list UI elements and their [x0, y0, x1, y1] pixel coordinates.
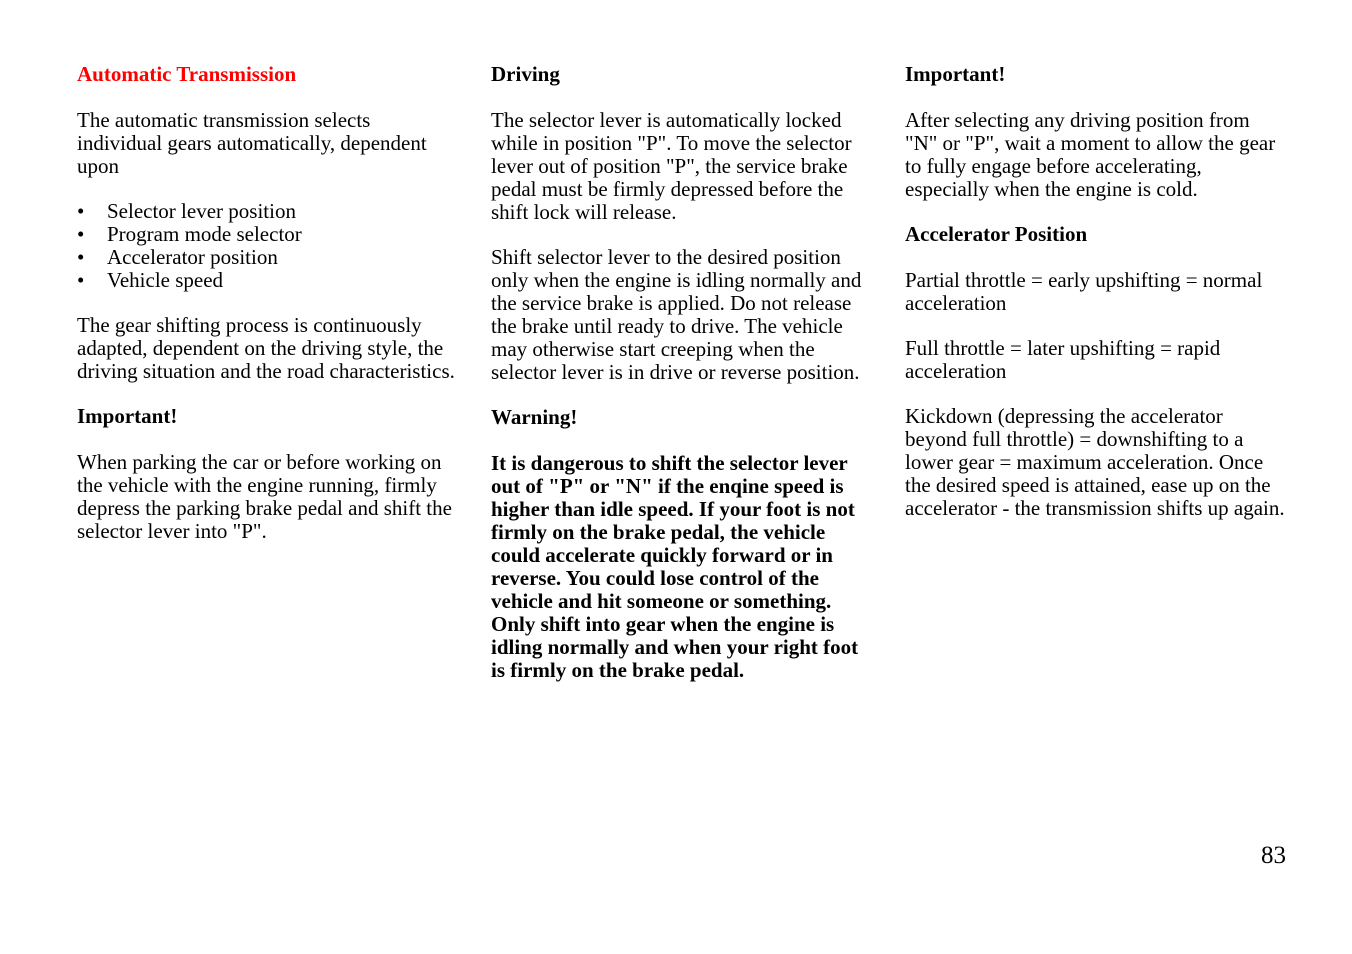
full-throttle-paragraph: Full throttle = later upshifting = rapid acceleration: [905, 336, 1221, 383]
selector-lock-paragraph: The selector lever is automatically locked while in position "P". To move the selector lever out of position "P", the service brake pedal must be firmly depressed before the shift lock will release.: [491, 108, 852, 224]
bullet-icon: •: [77, 222, 85, 246]
partial-throttle-paragraph: Partial throttle = early upshifting = normal acceleration: [905, 268, 1263, 315]
bullet-icon: •: [77, 268, 85, 292]
intro-paragraph: The automatic transmission selects individual gears automatically, dependent upon: [77, 108, 427, 178]
warning-text: It is dangerous to shift the selector lever out of "P" or "N" if the enqine speed is higher than idle speed. If your foot is not firmly on the brake pedal, the vehicle could accelerate quickly forward or in reverse. You could lose control of the vehicle and hit someone or something. Only shift into gear when the engine is idling normally and when your right foot is firmly on the brake pedal.: [491, 451, 859, 682]
section-heading-accelerator-position: Accelerator Position: [905, 222, 1088, 246]
warning-heading: Warning!: [491, 405, 578, 429]
left-column: [77, 63, 457, 565]
parking-instructions-paragraph: When parking the car or before working on the vehicle with the engine running, firmly depress the parking brake pedal and shift the selector lever into "P".: [77, 450, 452, 543]
list-item-text: Program mode selector: [107, 222, 302, 246]
shift-instructions-paragraph: Shift selector lever to the desired position only when the engine is idling normally and the service brake is applied. Do not release the brake until ready to drive. The vehicle may otherwise start creeping when the selector lever is in drive or reverse position.: [491, 245, 862, 384]
section-heading-automatic-transmission: Automatic Transmission: [77, 62, 297, 86]
kickdown-paragraph: Kickdown (depressing the accelerator beyond full throttle) = downshifting to a lower gear = maximum acceleration. Once the desired speed is attained, ease up on the accelerator - the transmission shifts up again.: [905, 404, 1285, 520]
page-number: 83: [1261, 842, 1286, 869]
important-heading: Important!: [77, 404, 178, 428]
right-column: [905, 63, 1285, 542]
engage-wait-paragraph: After selecting any driving position from "N" or "P", wait a moment to allow the gear to fully engage before accelerating, especially when the engine is cold.: [905, 108, 1276, 201]
list-item: [77, 269, 457, 292]
list-item-text: Accelerator position: [107, 245, 278, 269]
list-item: [77, 246, 457, 269]
bullet-icon: •: [77, 199, 85, 223]
important-heading: Important!: [905, 62, 1006, 86]
section-heading-driving: Driving: [491, 62, 560, 86]
list-item-text: Selector lever position: [107, 199, 296, 223]
shifting-process-paragraph: The gear shifting process is continuously adapted, dependent on the driving style, the driving situation and the road characteristics.: [77, 313, 455, 383]
dependency-bullet-list: [77, 200, 457, 292]
list-item: [77, 200, 457, 223]
list-item-text: Vehicle speed: [107, 268, 224, 292]
bullet-icon: •: [77, 245, 85, 269]
list-item: [77, 223, 457, 246]
middle-column: [491, 63, 871, 704]
